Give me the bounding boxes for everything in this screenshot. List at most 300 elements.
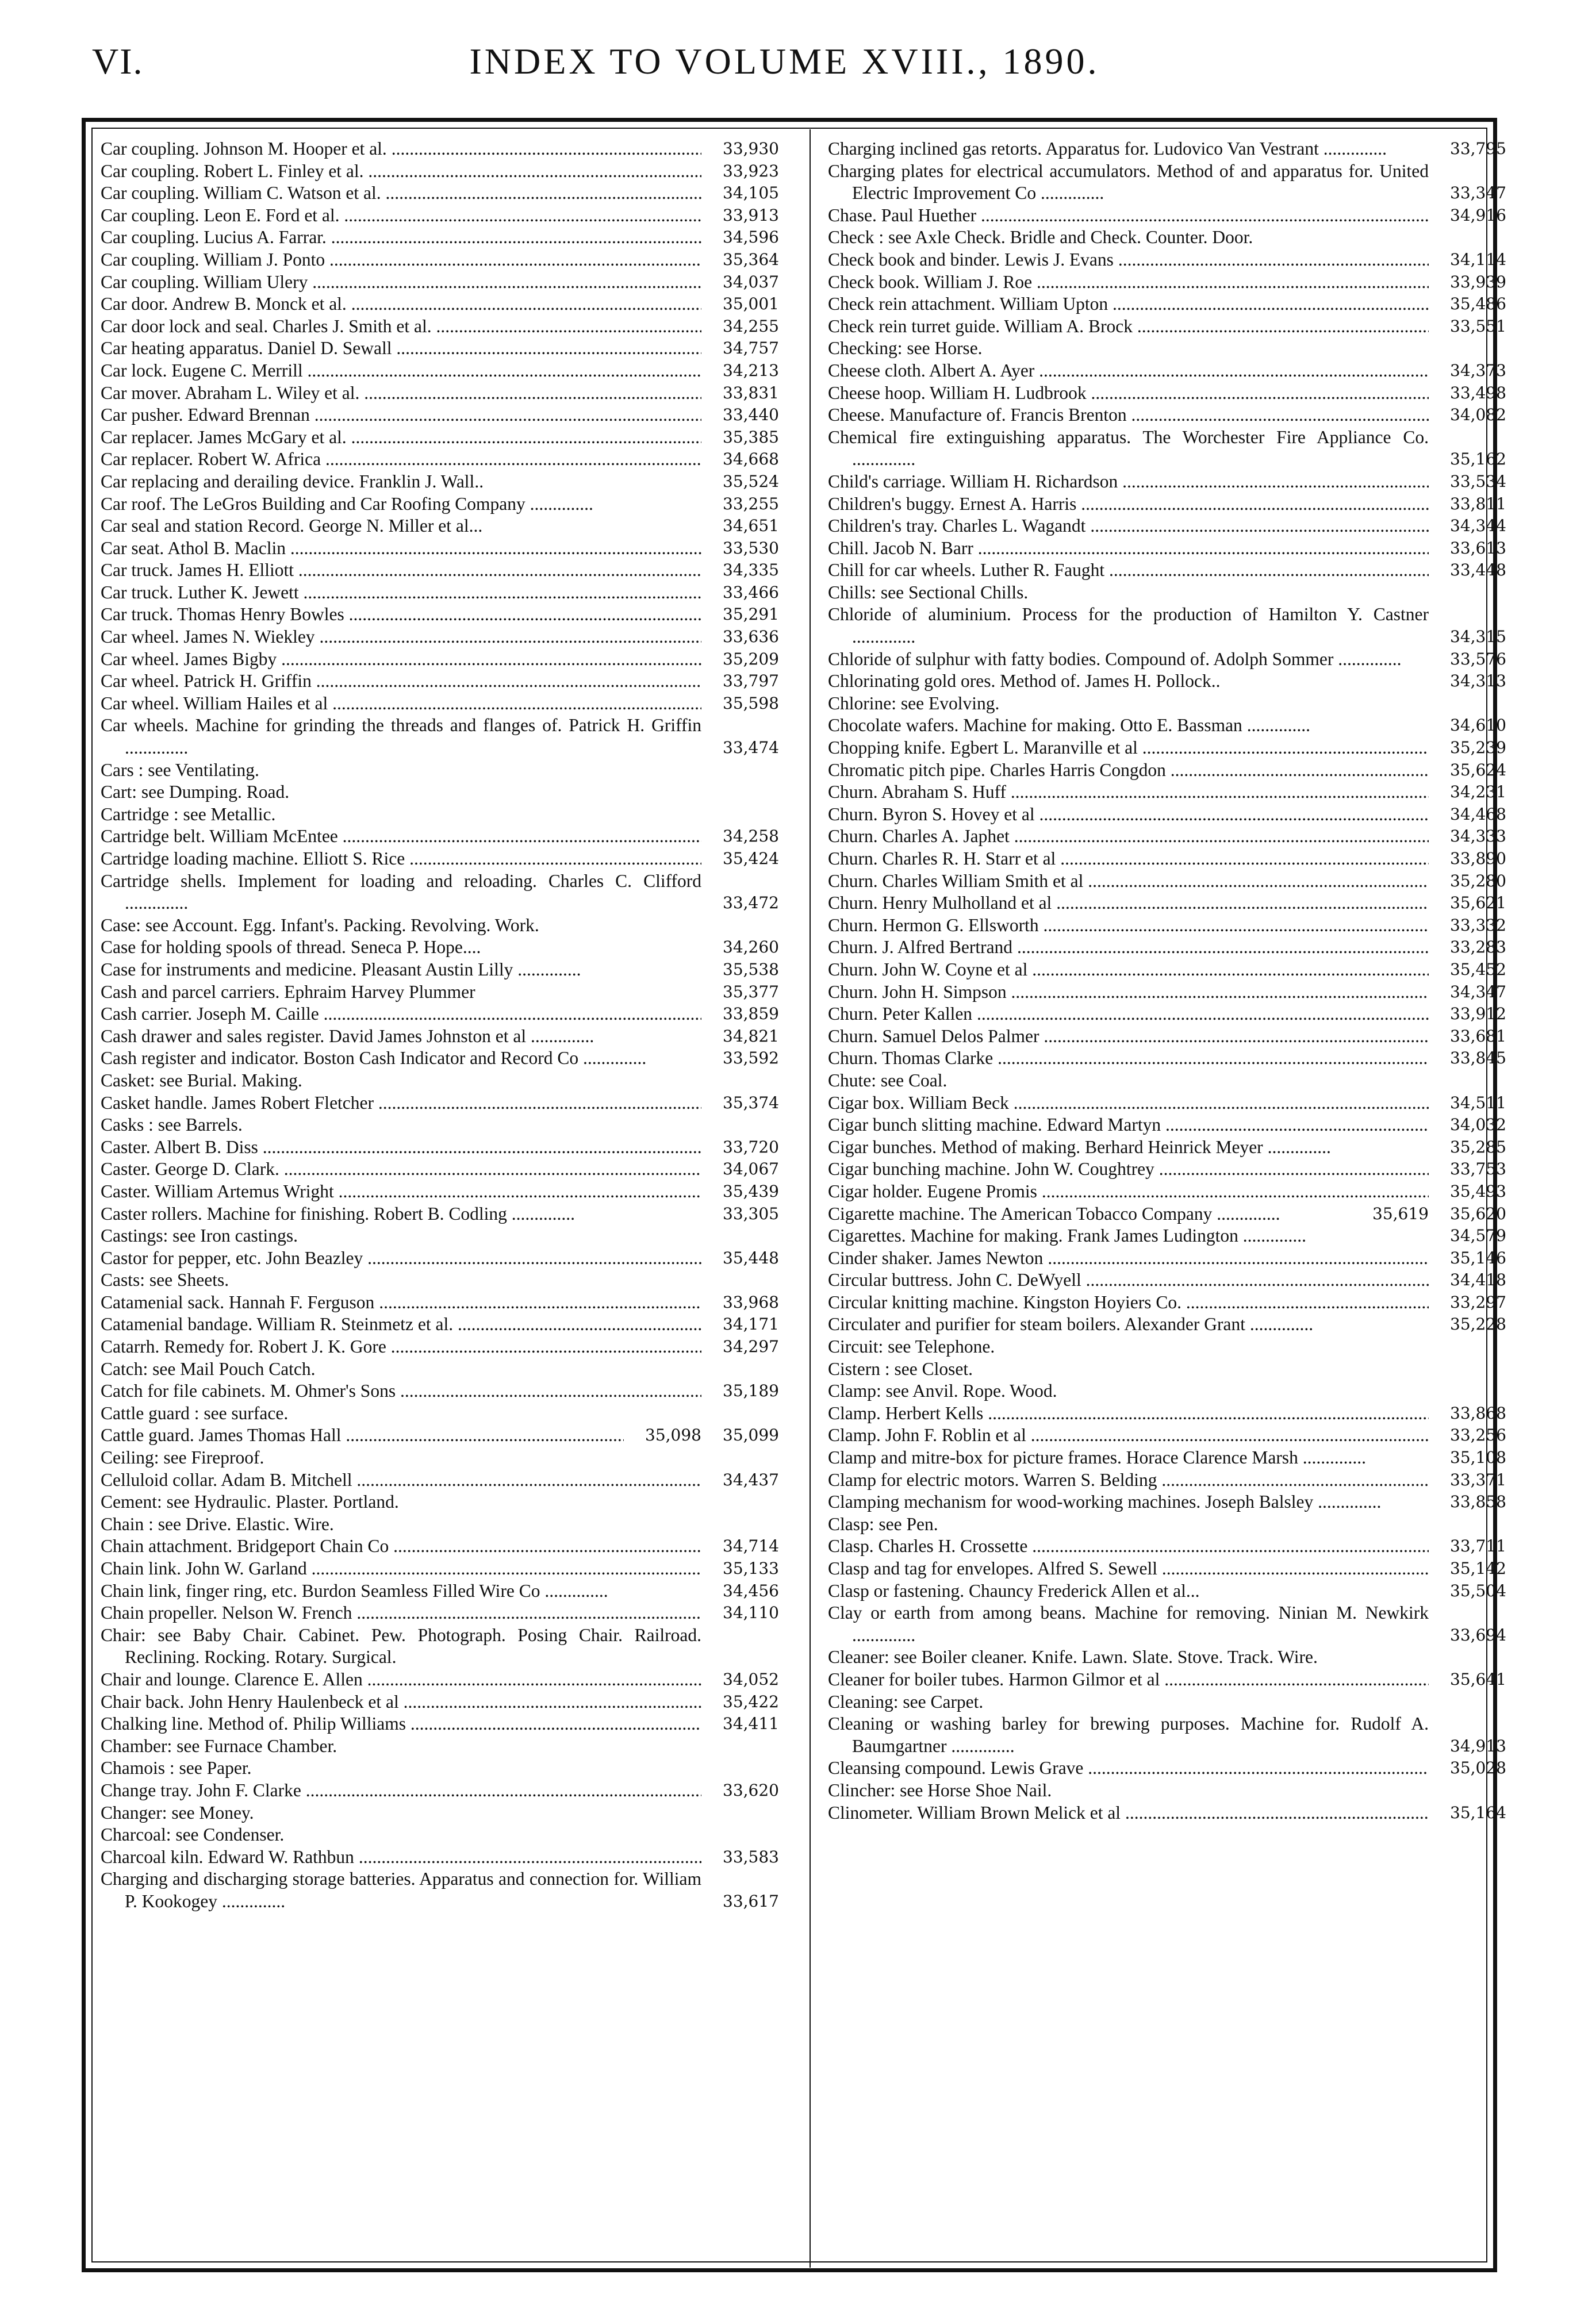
entry-heading: Charging and discharging storage batteries. — [101, 1869, 416, 1889]
entry-heading: Clamp. — [828, 1425, 881, 1446]
entry-reference: Robert W. Africa — [193, 449, 321, 470]
entry-text — [828, 293, 1429, 316]
patent-number: 33,795 — [1450, 139, 1506, 158]
entry-reference: Andrew B. Monck et al. — [168, 294, 347, 314]
entry-heading: Car truck. — [101, 604, 173, 625]
patent-number: 35,228 — [1450, 1315, 1506, 1334]
entry-heading: Churn. — [828, 870, 878, 891]
index-entry — [101, 537, 779, 560]
entry-reference: Lewis Grave — [985, 1758, 1084, 1778]
index-entry — [828, 1358, 1506, 1381]
entry-text — [828, 404, 1429, 427]
entry-heading: Chalking line. — [101, 1714, 204, 1734]
entry-text — [828, 936, 1429, 959]
patent-number: 34,418 — [1450, 1270, 1506, 1290]
patent-number: 33,711 — [1450, 1536, 1506, 1556]
entry-reference: Apparatus and connection for. William P. Kookogey — [125, 1869, 701, 1911]
entry-reference: Method of and apparatus for. United Electric Improvement Co — [852, 160, 1429, 203]
index-entry — [101, 1691, 779, 1714]
index-entry — [828, 1203, 1506, 1226]
entry-text — [828, 205, 1429, 227]
entry-heading: Cement: see Hydraulic. Plaster. Portland. — [101, 1492, 399, 1512]
index-entry — [828, 1269, 1506, 1292]
entry-reference: Implement for loading and reloading. Charles C. Clifford — [226, 870, 701, 891]
entry-text — [828, 1358, 1429, 1381]
patent-number: 34,579 — [1450, 1226, 1506, 1246]
patent-number: 34,082 — [1450, 405, 1506, 425]
entry-reference: Alexander Grant — [1121, 1314, 1245, 1335]
entry-text — [101, 1424, 624, 1447]
entry-reference: William H. Ludbrook — [925, 382, 1087, 403]
patent-number: 33,858 — [1450, 1492, 1506, 1512]
entry-reference: The American Tobacco Company — [964, 1203, 1213, 1224]
entry-text — [101, 1203, 701, 1226]
index-entry — [101, 1447, 779, 1469]
index-entry — [828, 493, 1506, 516]
entry-heading: Cash drawer and sales register. — [101, 1025, 325, 1046]
entry-heading: Charging plates for electrical accumulators. — [828, 160, 1151, 181]
leader-dots: .............. — [578, 1048, 647, 1069]
entry-heading: Change tray. — [101, 1780, 192, 1800]
entry-heading: Catamenial sack. — [101, 1292, 225, 1312]
entry-reference: Method of. James H. Pollock.. — [995, 671, 1221, 692]
patent-number: 34,037 — [723, 272, 779, 291]
patent-number: 33,930 — [723, 139, 779, 158]
entry-heading: Chain : see Drive. Elastic. Wire. — [101, 1514, 334, 1534]
index-entry — [101, 448, 779, 471]
entry-text — [828, 1070, 1429, 1092]
entry-heading: Churn. — [828, 915, 878, 935]
entry-text — [101, 138, 701, 160]
entry-heading: Children's tray. — [828, 516, 938, 536]
index-entry — [828, 138, 1506, 160]
entry-heading: Cheese hoop. — [828, 382, 926, 403]
index-entry — [828, 1114, 1506, 1136]
index-entry — [101, 559, 779, 582]
index-entry — [101, 804, 779, 826]
entry-text — [828, 138, 1429, 160]
patent-number: 34,171 — [723, 1315, 779, 1334]
entry-text — [828, 316, 1429, 338]
index-entry — [101, 1092, 779, 1115]
index-entry — [828, 1757, 1506, 1780]
entry-heading: Churn. — [828, 848, 878, 869]
entry-reference: Edward Brennan — [183, 405, 310, 425]
entry-text — [828, 604, 1429, 648]
entry-text — [101, 1070, 701, 1092]
index-entry — [828, 559, 1506, 582]
entry-reference: Thomas Henry Bowles — [172, 604, 344, 625]
index-entry — [101, 648, 779, 671]
entry-text — [101, 1602, 701, 1624]
index-column-right — [828, 138, 1506, 2259]
index-entry — [101, 471, 779, 493]
index-entry — [828, 759, 1506, 782]
patent-number: 34,052 — [723, 1669, 779, 1689]
patent-number: 33,720 — [723, 1137, 779, 1157]
entry-heading: Child's carriage. — [828, 471, 946, 491]
entry-text — [101, 715, 701, 759]
patent-number: 33,753 — [1450, 1159, 1506, 1179]
entry-heading: Circuit: see Telephone. — [828, 1336, 995, 1357]
entry-heading: Chain propeller. — [101, 1603, 217, 1623]
leader-dots: .............. — [217, 1891, 286, 1911]
index-entry — [101, 1713, 779, 1735]
leader-dots: .............. — [540, 1580, 608, 1601]
entry-text — [101, 382, 701, 405]
entry-heading: Chill. — [828, 537, 869, 558]
entry-heading: Car replacer. — [101, 449, 193, 470]
patent-number-alt: 35,098 — [645, 1426, 701, 1445]
index-entry — [828, 1580, 1506, 1603]
patent-number: 33,256 — [1450, 1426, 1506, 1445]
entry-text — [828, 1757, 1429, 1780]
entry-text — [828, 1225, 1429, 1247]
entry-heading: Caster. — [101, 1159, 151, 1180]
entry-text — [828, 1514, 1429, 1536]
entry-heading: Checking: see Horse. — [828, 338, 983, 359]
entry-reference: William C. Watson et al. — [199, 183, 381, 203]
entry-text — [828, 1380, 1429, 1403]
patent-number: 33,912 — [1450, 1004, 1506, 1024]
entry-reference: Machine for making. Frank James Ludington — [906, 1226, 1238, 1246]
patent-number: 34,468 — [1450, 804, 1506, 824]
entry-reference: Samuel Delos Palmer — [877, 1025, 1039, 1046]
entry-text — [828, 271, 1429, 294]
entry-reference: Charles R. H. Starr et al — [877, 848, 1056, 869]
entry-heading: Cheese cloth. — [828, 360, 926, 381]
entry-reference: John F. Clarke — [191, 1780, 301, 1800]
entry-reference: Machine for grinding the threads and flanges of. Patrick H. Griffin — [188, 715, 701, 736]
entry-heading: Cistern : see Closet. — [828, 1358, 973, 1379]
index-entry — [101, 1602, 779, 1624]
patent-number: 33,255 — [723, 494, 779, 513]
entry-reference: Thomas Clarke — [877, 1048, 993, 1069]
entry-text — [828, 1424, 1429, 1447]
index-entry — [828, 382, 1506, 405]
entry-reference: Edward W. Rathbun — [203, 1846, 354, 1867]
entry-heading: Charcoal kiln. — [101, 1846, 204, 1867]
entry-heading: Cleansing compound. — [828, 1758, 986, 1778]
entry-heading: Clay or earth from among beans. — [828, 1603, 1087, 1623]
entry-reference: Lucius A. Farrar. — [199, 227, 327, 248]
index-entry — [101, 337, 779, 360]
entry-reference: Clarence E. Allen — [229, 1669, 363, 1689]
index-entry — [101, 1735, 779, 1758]
index-entry — [101, 1514, 779, 1536]
entry-heading: Chair and lounge. — [101, 1669, 230, 1689]
entry-heading: Churn. — [828, 1025, 878, 1046]
entry-reference: Manufacture of. Francis Brenton — [884, 405, 1127, 425]
entry-reference: William J. Ponto — [199, 249, 325, 270]
entry-reference: Daniel D. Sewall — [263, 338, 392, 359]
entry-text — [101, 1846, 701, 1869]
entry-heading: Car coupling. — [101, 271, 200, 292]
entry-reference: Kingston Hoyiers Co. — [1018, 1292, 1182, 1312]
entry-heading: Chill for car wheels. — [828, 560, 976, 581]
entry-heading: Cigar bunch slitting machine. — [828, 1115, 1042, 1135]
index-entry — [101, 138, 779, 160]
entry-text — [101, 670, 701, 693]
entry-reference: William Upton — [995, 294, 1108, 314]
entry-heading: Ceiling: see Fireproof. — [101, 1447, 264, 1468]
entry-heading: Caster. — [101, 1181, 151, 1201]
index-entry — [101, 1136, 779, 1159]
entry-heading: Clincher: see Horse Shoe Nail. — [828, 1780, 1052, 1800]
entry-text — [828, 670, 1429, 693]
leader-dots: .............. — [852, 1624, 916, 1645]
entry-heading: Chills: see Sectional Chills. — [828, 582, 1029, 602]
index-entry — [828, 1003, 1506, 1025]
entry-text — [828, 781, 1429, 804]
entry-heading: Cash register and indicator. — [101, 1048, 299, 1069]
entry-heading: Cinder shaker. — [828, 1247, 933, 1268]
patent-number: 33,859 — [723, 1004, 779, 1024]
entry-heading: Cigar holder. — [828, 1181, 923, 1201]
entry-text — [101, 1514, 701, 1536]
patent-number: 33,811 — [1450, 494, 1506, 513]
entry-text — [101, 1380, 701, 1403]
index-entry — [101, 1225, 779, 1247]
patent-number: 33,371 — [1450, 1470, 1506, 1489]
entry-heading: Chute: see Coal. — [828, 1070, 947, 1090]
index-entry — [101, 1669, 779, 1691]
entry-heading: Car wheel. — [101, 627, 179, 647]
index-entry — [828, 737, 1506, 759]
index-entry — [101, 1181, 779, 1203]
patent-number: 35,291 — [723, 605, 779, 624]
entry-reference: Pleasant Austin Lilly — [356, 959, 513, 979]
entry-heading: Clamp and mitre-box for picture frames. — [828, 1447, 1122, 1468]
entry-text — [828, 915, 1429, 937]
entry-reference: Hermon G. Ellsworth — [877, 915, 1039, 935]
entry-text — [828, 648, 1429, 671]
index-entry — [828, 804, 1506, 826]
index-entry — [828, 1713, 1506, 1757]
entry-text — [828, 515, 1429, 537]
index-entry — [101, 1403, 779, 1425]
page-number: VI. — [92, 41, 144, 82]
entry-reference: Eugene Promis — [922, 1181, 1037, 1201]
entry-text — [101, 271, 701, 294]
index-entry — [828, 1424, 1506, 1447]
patent-number: 35,538 — [723, 959, 779, 979]
entry-reference: Paul Huether — [876, 205, 977, 225]
entry-reference: John W. Garland — [181, 1558, 307, 1578]
index-entry — [828, 360, 1506, 382]
index-entry — [828, 226, 1506, 249]
patent-number: 35,493 — [1450, 1181, 1506, 1201]
entry-heading: Cigar box. — [828, 1092, 904, 1113]
entry-heading: Catarrh. — [101, 1336, 160, 1357]
index-entry — [828, 1447, 1506, 1469]
index-entry — [828, 870, 1506, 893]
patent-number: 34,313 — [1450, 671, 1506, 691]
entry-reference: William Hailes et al — [179, 693, 328, 713]
entry-heading: Churn. — [828, 937, 878, 958]
index-entry — [101, 1003, 779, 1025]
entry-reference: Charles Harris Congdon — [985, 759, 1166, 780]
index-entry — [828, 648, 1506, 671]
entry-heading: Car seal and station Record. — [101, 516, 305, 536]
entry-reference: Albert B. Diss — [150, 1136, 258, 1157]
index-entry — [828, 1225, 1506, 1247]
entry-text — [828, 1669, 1429, 1691]
index-entry — [101, 382, 779, 405]
index-entry — [828, 1070, 1506, 1092]
entry-heading: Car heating apparatus. — [101, 338, 263, 359]
entry-reference: Bridgeport Chain Co — [232, 1536, 389, 1557]
patent-number: 35,439 — [723, 1181, 779, 1201]
index-entry — [101, 1424, 779, 1447]
entry-heading: Car coupling. — [101, 183, 200, 203]
entry-heading: Car pusher. — [101, 405, 183, 425]
entry-heading: Chair back. — [101, 1691, 185, 1712]
entry-text — [101, 936, 701, 959]
patent-number: 34,110 — [723, 1603, 779, 1623]
entry-heading: Car coupling. — [101, 249, 200, 270]
patent-number: 33,297 — [1450, 1292, 1506, 1312]
entry-reference: Boston Cash Indicator and Record Co — [298, 1048, 579, 1069]
patent-number: 34,347 — [1450, 982, 1506, 1001]
entry-reference: Charles J. Smith et al. — [268, 316, 432, 336]
index-entry — [101, 1336, 779, 1358]
entry-reference: John W. Coughtrey — [1010, 1159, 1154, 1180]
entry-reference: Abraham S. Huff — [877, 782, 1007, 802]
entry-text — [101, 360, 701, 382]
entry-heading: Cigarettes. — [828, 1226, 906, 1246]
entry-text — [828, 959, 1429, 981]
index-entry — [828, 582, 1506, 604]
entry-heading: Case for holding spools of thread. — [101, 937, 346, 958]
index-entry — [101, 1025, 779, 1048]
patent-number: 33,939 — [1450, 272, 1506, 291]
patent-number: 33,797 — [723, 671, 779, 691]
index-entry — [828, 670, 1506, 693]
entry-text — [101, 915, 701, 937]
entry-text — [828, 537, 1429, 560]
entry-heading: Car coupling. — [101, 139, 200, 159]
entry-heading: Charging inclined gas retorts. — [828, 139, 1042, 159]
patent-number: 34,610 — [1450, 716, 1506, 735]
entry-heading: Casts: see Sheets. — [101, 1270, 229, 1290]
entry-heading: Cleaning or washing barley for brewing purposes. — [828, 1714, 1230, 1734]
entry-heading: Caster. — [101, 1136, 151, 1157]
entry-heading: Car wheel. — [101, 648, 179, 669]
entry-reference: Luther R. Faught — [976, 560, 1105, 581]
patent-number: 35,001 — [723, 294, 779, 314]
entry-text — [828, 160, 1429, 205]
index-entry — [828, 337, 1506, 360]
leader-dots: .............. — [1318, 139, 1387, 159]
patent-number: 33,620 — [723, 1780, 779, 1800]
entry-text — [101, 537, 701, 560]
entry-heading: Churn. — [828, 782, 878, 802]
entry-reference: Peter Kallen — [877, 1004, 973, 1024]
leader-dots: .............. — [1036, 183, 1104, 203]
patent-number: 33,636 — [723, 627, 779, 647]
entry-heading: Car replacer. — [101, 427, 193, 447]
entry-heading: Circulater and purifier for steam boilers. — [828, 1314, 1121, 1335]
entry-heading: Car coupling. — [101, 160, 200, 181]
index-entry — [828, 936, 1506, 959]
index-entry — [828, 1292, 1506, 1314]
patent-number: 34,913 — [1450, 1736, 1506, 1756]
entry-reference: James Thomas Hall — [194, 1425, 342, 1446]
entry-text — [101, 1491, 701, 1514]
entry-heading: Casket: see Burial. Making. — [101, 1070, 302, 1090]
entry-reference: James N. Wiekley — [179, 627, 315, 647]
entry-text — [828, 382, 1429, 405]
patent-number: 33,617 — [723, 1891, 779, 1911]
index-entry — [828, 781, 1506, 804]
entry-heading: Children's buggy. — [828, 493, 955, 514]
patent-number: 35,486 — [1450, 294, 1506, 314]
entry-reference: William J. Roe — [919, 271, 1033, 292]
entry-reference: Ephraim Harvey Plummer — [279, 981, 475, 1002]
entry-heading: Chamber: see Furnace Chamber. — [101, 1735, 337, 1756]
entry-heading: Chopping knife. — [828, 737, 946, 758]
entry-text — [101, 1669, 701, 1691]
index-entry — [101, 626, 779, 648]
entry-text — [101, 493, 701, 516]
entry-reference: Method of making. Berhard Heinrick Meyer — [936, 1136, 1263, 1157]
page-header — [0, 40, 1569, 92]
entry-text — [101, 582, 701, 604]
entry-heading: Chromatic pitch pipe. — [828, 759, 985, 780]
patent-number: 34,651 — [723, 516, 779, 536]
patent-number: 35,028 — [1450, 1758, 1506, 1778]
entry-reference: John C. DeWyell — [952, 1270, 1081, 1290]
leader-dots: .............. — [1333, 648, 1402, 669]
column-divider — [810, 129, 811, 2268]
entry-heading: Cleaning: see Carpet. — [828, 1691, 984, 1712]
patent-number: 33,592 — [723, 1048, 779, 1068]
entry-reference: John W. Coyne et al — [877, 959, 1028, 979]
entry-text — [828, 337, 1429, 360]
entry-heading: Car roof. — [101, 493, 166, 514]
entry-text — [101, 1447, 701, 1469]
patent-number: 34,714 — [723, 1536, 779, 1556]
entry-text — [101, 448, 701, 471]
index-entry — [101, 936, 779, 959]
patent-number: 33,694 — [1450, 1625, 1506, 1645]
entry-reference: David James Johnston et al — [324, 1025, 527, 1046]
entry-reference: William Ulery — [199, 271, 308, 292]
index-entry — [101, 1802, 779, 1824]
entry-text — [101, 1469, 701, 1492]
patent-number: 33,440 — [723, 405, 779, 425]
patent-number: 35,142 — [1450, 1559, 1506, 1578]
patent-number: 33,551 — [1450, 316, 1506, 336]
entry-reference: Horace Clarence Marsh — [1121, 1447, 1298, 1468]
entry-text — [828, 493, 1429, 516]
entry-reference: William H. Richardson — [946, 471, 1118, 491]
patent-number: 34,335 — [723, 560, 779, 580]
entry-heading: Circular knitting machine. — [828, 1292, 1019, 1312]
entry-text — [101, 1713, 701, 1735]
entry-reference: George N. Miller et al... — [304, 516, 483, 536]
patent-number: 35,364 — [723, 249, 779, 269]
entry-heading: Chemical fire extinguishing apparatus. — [828, 427, 1131, 447]
leader-dots: .............. — [1263, 1136, 1331, 1157]
entry-text — [101, 249, 701, 271]
entry-reference: Jacob N. Barr — [868, 537, 973, 558]
entry-reference: Process for the production of Hamilton Y. Castner — [1011, 604, 1429, 625]
patent-number: 34,067 — [723, 1159, 779, 1179]
entry-reference: Adam B. Mitchell — [217, 1469, 352, 1490]
index-entry — [828, 1336, 1506, 1358]
